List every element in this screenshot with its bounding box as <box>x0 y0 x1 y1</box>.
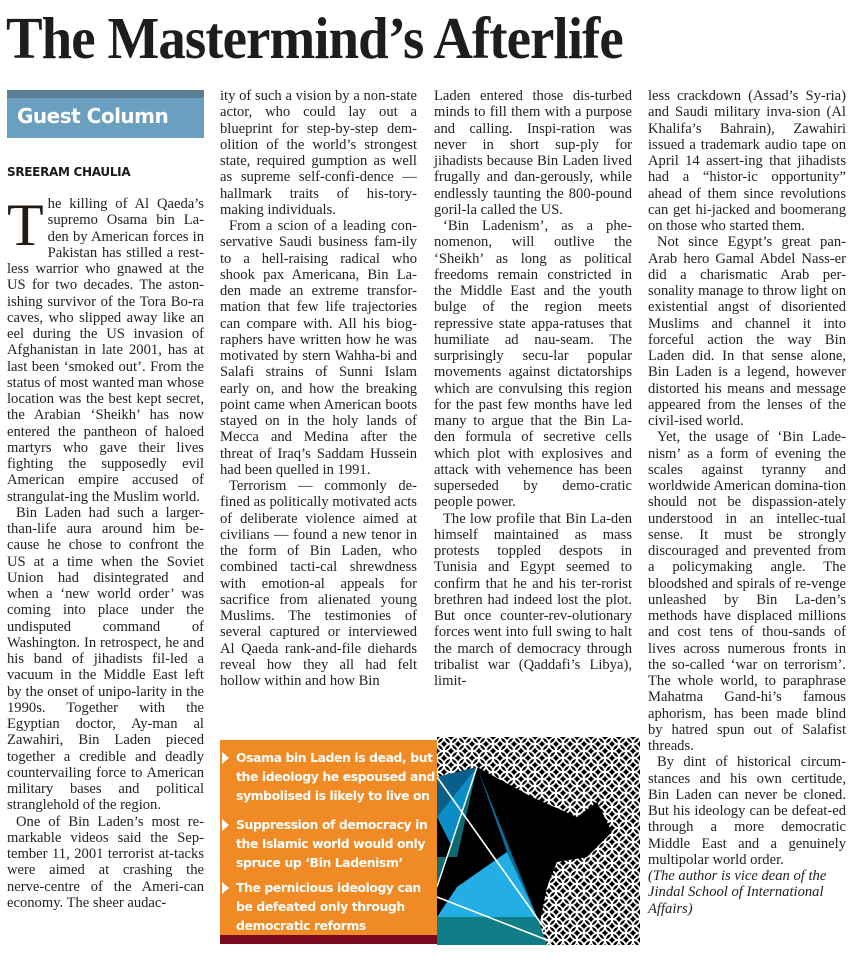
guest-column-banner <box>7 90 204 138</box>
abstract-lattice-illustration-icon <box>437 737 640 945</box>
paragraph: One of Bin Laden’s most re-markable videos said the Sep-tember 11, 2001 terrorist at-tacks were aimed at crashing the nerve-centre of the Ameri-can economy. The sheer audac- <box>7 813 204 911</box>
paragraph: From a scion of a leading con-servative Saudi business fam-ily to a hell-raising radical who shook pax Americana, Bin La-den made an extreme transfor-mation that few life trajectories can compare with. All his biog-raphers have written how he was motivated by stern Wahha-bi and Salafi strains of Sunni Islam early on, and how the breaking point came when American boots stayed on in the holy lands of Mecca and Medina after the threat of Iraq’s Saddam Hussein had been quelled in 1991. <box>220 218 417 478</box>
arrow-right-icon <box>222 819 229 831</box>
paragraph: Terrorism — commonly de-fined as politically motivated acts of deliberate violence aimed at civilians — found a new tenor in the form of Bin Laden, who combined tacti-cal shrewdness with emotion-al appeals for sacrifice from alienated young Muslims. The testimonies of several captured or interviewed Al Qaeda rank-and-file diehards reveal how they all had felt hollow within and how Bin <box>220 478 417 689</box>
paragraph: ity of such a vision by a non-state actor, who could lay out a blueprint for step-by-step dem-olition of the world’s strongest state, required gumption as well as supreme self-confi-dence — hallmark traits of his-tory-making individuals. <box>220 88 417 218</box>
paragraph: By dint of historical circum-stances and his own certitude, Bin Laden can never be cloned. But his ideology can be defeat-ed through a more democratic Middle East and a genuinely multipolar world order. <box>648 754 846 868</box>
paragraph: Laden entered those dis-turbed minds to fill them with a purpose and calling. Inspi-ration was never in short sup-ply for jihadists because Bin Laden lived frugally and dan-gerously, while endlessly taunting the 800-pound goril-la called the US. <box>434 88 632 218</box>
highlight-text: Osama bin Laden is dead, but the ideology he espoused and symbolised is likely to live on <box>236 750 435 803</box>
section-label: Guest Column <box>17 104 169 128</box>
paragraph: Not since Egypt’s great pan-Arab hero Gamal Abdel Nass-er did a charismatic Arab per-sonality manage to throw light on existential angst of disoriented Muslims and channel it into forceful action the way Bin Laden did. In that sense alone, Bin Laden is a legend, however distorted his means and message appeared from the lenses of the civil-ised world. <box>648 234 846 429</box>
byline: SREERAM CHAULIA <box>7 165 131 179</box>
highlight-item <box>236 878 436 935</box>
highlights-footer-bar <box>220 935 437 944</box>
headline: The Mastermind’s Afterlife <box>6 5 623 71</box>
highlight-text: The pernicious ideology can be defeated only through democratic reforms <box>236 880 421 933</box>
paragraph: Yet, the usage of ‘Bin Lade-nism’ as a form of evening the scales against tyranny and worldwide American domina-tion should not be dispassion-ately understood in an intellec-tual sense. It must be strongly discouraged and prevented from a policymaking angle. The bloodshed and spirals of re-venge unleashed by Bin La-den’s methods have displaced millions and cost tens of thou-sands of lives across numerous fronts in the so-called ‘war on terrorism’. The whole world, to paraphrase Mahatma Gand-hi’s famous aphorism, has been made blind by hatred spun out of Salafist threads. <box>648 429 846 754</box>
article-column-1 <box>7 192 204 911</box>
article-column-4 <box>648 88 846 917</box>
paragraph: he killing of Al Qaeda’s supremo Osama bin La-den by American forces in Pakistan has stilled a rest-less warrior who gnawed at the US for two decades. The aston-ishing survivor of the Tora Bo-ra caves, who slipped away like an eel during the US invasion of Afghanistan in late 2001, has at last been ‘smoked out’. From the status of most wanted man whose location was the best kept secret, the Arabian ‘Sheikh’ has now entered the pantheon of haloed martyrs who gave their lives fighting the supposedly evil American empire accused of strangulat-ing the Muslim world. <box>7 196 204 505</box>
highlight-item <box>236 815 436 872</box>
author-note: (The author is vice dean of the Jindal School of International Affairs) <box>648 868 827 917</box>
arrow-right-icon <box>222 752 229 764</box>
paragraph: The low profile that Bin La-den himself maintained as mass protests toppled despots in Tunisia and Egypt seemed to confirm that he and his ter-rorist brethren had indeed lost the plot. But once counter-rev-olutionary forces went into full swing to halt the march of democracy through tribalist war (Qaddafi’s Libya), limit- <box>434 510 632 689</box>
highlight-item <box>236 748 436 805</box>
illustration-graphic <box>437 737 640 945</box>
paragraph: less crackdown (Assad’s Sy-ria) and Saudi military inva-sion (Al Khalifa’s Bahrain), Zawahiri issued a trademark audio tape on April 14 assert-ing that jihadists had a “histor-ic opportunity” ahead of them since revolutions can get hi-jacked and boomerang on those who started them. <box>648 88 846 234</box>
arrow-right-icon <box>222 882 229 894</box>
article-column-3 <box>434 88 632 689</box>
article-column-2 <box>220 88 417 689</box>
paragraph: ‘Bin Ladenism’, as a phe-nomenon, will outlive the ‘Sheikh’ as long as political freedoms remain constricted in the Middle East and the youth bulge of the region meets repressive state appa-ratuses that humiliate ad nau-seam. The surprisingly secu-lar popular movements against dictatorships which are convulsing this region for the past few months have led many to argue that the Bin La-den formula of secretive cells which plot with explosives and attack with vehemence has been superseded by demo-cratic people power. <box>434 218 632 511</box>
drop-cap: T <box>7 192 44 258</box>
highlight-text: Suppression of democracy in the Islamic world would only spruce up ‘Bin Ladenism’ <box>236 817 428 870</box>
paragraph: Bin Laden had such a larger-than-life aura around him be-cause he chose to confront the US at a time when the Soviet Union had disintegrated and when a ‘new world order’ was coming into place under the undisputed command of Washington. In retrospect, he and his band of jihadists fil-led a vacuum in the Middle East left by the onset of unipo-larity in the 1990s. Together with the Egyptian doctor, Ay-man al Zawahiri, Bin Laden pieced together a credible and deadly countervailing force to American military bases and political stranglehold of the region. <box>7 504 204 814</box>
highlights-box <box>220 740 437 935</box>
